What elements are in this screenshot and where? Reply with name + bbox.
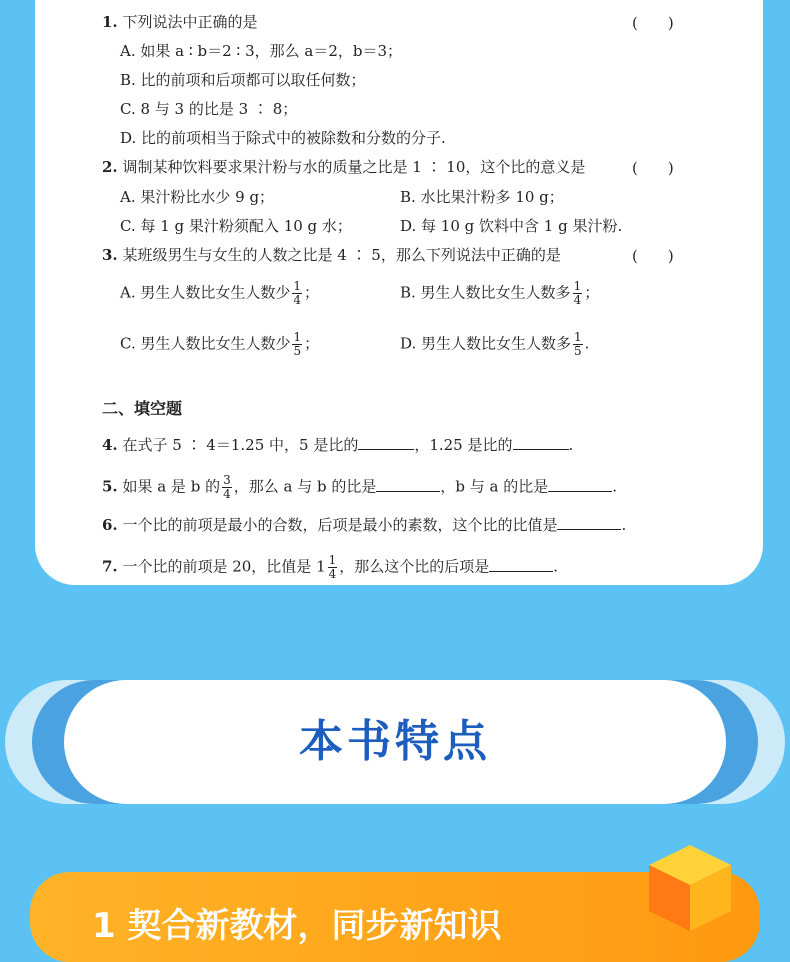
- answer-blank: [489, 557, 553, 572]
- q2-option-b: B. 水比果汁粉多 10 g；: [400, 188, 564, 206]
- question-5: 5. 如果 a 是 b 的 $\frac{3}{4}$ ，那么 a 与 b 的比是 ，b 与 a 的比是 .: [102, 473, 617, 501]
- fraction: $\frac{1}{5}$: [574, 330, 582, 358]
- question-4: 4. 在式子 5 ∶ 4＝1.25 中，5 是比的 ，1.25 是比的 .: [102, 436, 574, 454]
- fraction: $\frac{1}{5}$: [293, 330, 302, 358]
- q1-option-a: A. 如果 a ∶ b＝2 ∶ 3，那么 a＝2，b＝3；: [120, 42, 403, 60]
- answer-blank: [548, 477, 612, 492]
- fraction: $\frac{1}{4}$: [293, 279, 302, 307]
- answer-paren-3: ( ): [632, 247, 674, 265]
- banner-title: 本书特点: [299, 716, 491, 767]
- cube-icon: [645, 843, 735, 933]
- q3-option-a: A. 男生人数比女生人数少 $\frac{1}{4}$ ；: [120, 279, 320, 307]
- q3-option-c: C. 男生人数比女生人数少 $\frac{1}{5}$ ；: [120, 330, 320, 358]
- fraction: $\frac{3}{4}$: [223, 473, 231, 501]
- question-7: 7. 一个比的前项是 20，比值是 1 $\frac{1}{4}$ ，那么这个比的后项是 .: [102, 553, 559, 581]
- question-1: 1. 下列说法中正确的是: [102, 13, 258, 31]
- feature-1-title: 1 契合新教材，同步新知识: [92, 906, 502, 946]
- q3-option-d: D. 男生人数比女生人数多 $\frac{1}{5}$ .: [400, 330, 590, 358]
- q1-option-c: C. 8 与 3 的比是 3 ∶ 8；: [120, 100, 298, 118]
- fraction: $\frac{1}{4}$: [573, 279, 582, 307]
- answer-paren-1: ( ): [632, 14, 674, 32]
- q3-option-b: B. 男生人数比女生人数多 $\frac{1}{4}$ ；: [400, 279, 600, 307]
- question-2: 2. 调制某种饮料要求果汁粉与水的质量之比是 1 ∶ 10，这个比的意义是: [102, 158, 586, 176]
- answer-blank: [513, 435, 569, 450]
- q2-option-d: D. 每 10 g 饮料中含 1 g 果汁粉.: [400, 217, 623, 235]
- q2-option-a: A. 果汁粉比水少 9 g；: [120, 188, 275, 206]
- answer-blank: [358, 435, 414, 450]
- q1-option-d: D. 比的前项相当于除式中的被除数和分数的分子.: [120, 129, 446, 147]
- question-6: 6. 一个比的前项是最小的合数，后项是最小的素数，这个比的比值是 .: [102, 516, 627, 534]
- q1-option-b: B. 比的前项和后项都可以取任何数；: [120, 71, 366, 89]
- answer-paren-2: ( ): [632, 159, 674, 177]
- answer-blank: [376, 477, 440, 492]
- question-3: 3. 某班级男生与女生的人数之比是 4 ∶ 5，那么下列说法中正确的是: [102, 246, 561, 264]
- answer-blank: [557, 515, 621, 530]
- q2-option-c: C. 每 1 g 果汁粉须配入 10 g 水；: [120, 217, 352, 235]
- section-title-fill-blank: 二、填空题: [102, 399, 183, 418]
- features-banner: [0, 680, 790, 804]
- fraction: $\frac{1}{4}$: [328, 553, 337, 581]
